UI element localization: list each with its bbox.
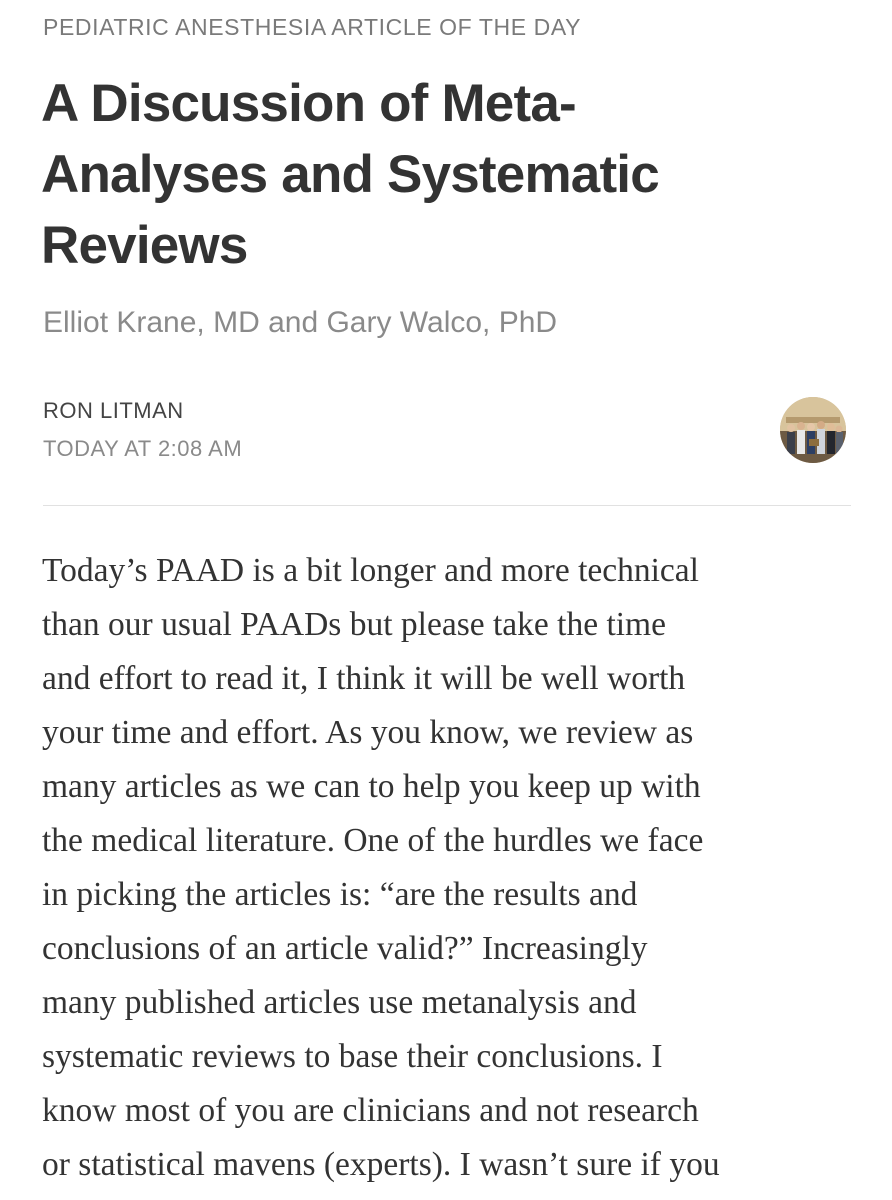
body-line: know most of you are clinicians and not research	[42, 1092, 699, 1129]
article-title	[41, 68, 841, 281]
article-title-line: A Discussion of Meta-	[41, 74, 576, 133]
body-line: than our usual PAADs but please take the time	[42, 606, 666, 643]
body-line: your time and effort. As you know, we review as	[42, 714, 694, 751]
body-line: many articles as we can to help you keep up with	[42, 768, 701, 805]
body-line: or statistical mavens (experts). I wasn’t sure if you	[42, 1146, 720, 1183]
group-photo-avatar-icon	[780, 397, 846, 463]
article-body	[42, 544, 872, 1192]
body-line: in picking the articles is: “are the results and	[42, 876, 638, 913]
author-avatar[interactable]	[780, 397, 846, 463]
header-divider	[43, 505, 851, 506]
body-line: systematic reviews to base their conclusions. I	[42, 1038, 663, 1075]
body-line: the medical literature. One of the hurdles we face	[42, 822, 704, 859]
body-line: Today’s PAAD is a bit longer and more technical	[42, 552, 699, 589]
article-kicker: PEDIATRIC ANESTHESIA ARTICLE OF THE DAY	[43, 14, 582, 40]
article-title-line: Analyses and Systematic	[41, 145, 659, 204]
body-line: conclusions of an article valid?” Increasingly	[42, 930, 648, 967]
body-line: many published articles use metanalysis and	[42, 984, 637, 1021]
body-line: and effort to read it, I think it will be well worth	[42, 660, 686, 697]
publish-timestamp: TODAY AT 2:08 AM	[43, 436, 243, 461]
article-subtitle: Elliot Krane, MD and Gary Walco, PhD	[43, 306, 558, 339]
author-name[interactable]: RON LITMAN	[43, 398, 184, 423]
article-title-line: Reviews	[41, 216, 248, 275]
